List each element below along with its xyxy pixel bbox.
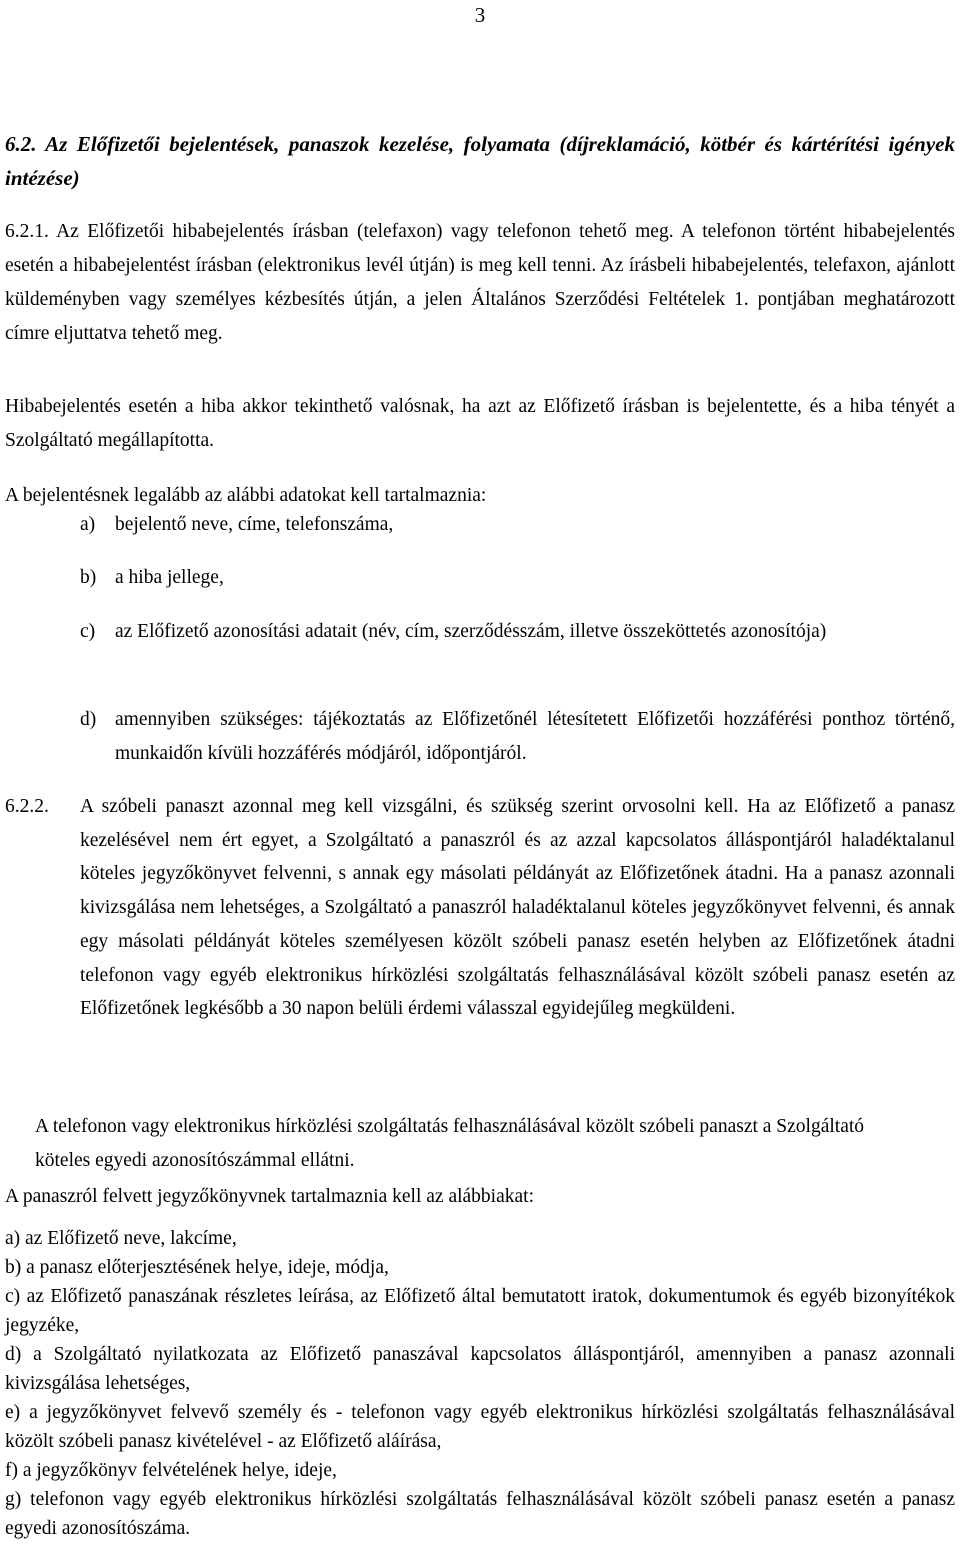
list-item: g) telefonon vagy egyéb elektronikus hírközlési szolgáltatás felhasználásával közölt szóbeli panasz esetén a panasz egyedi azonosítószáma. [5, 1489, 955, 1539]
section-6-2-2-paragraph: A szóbeli panaszt azonnal meg kell vizsgálni, és szükség szerint orvosolni kell. Ha az Előfizető a panasz kezelésével nem ért egyet, a Szolgáltató a panaszról és az azzal kapcsolatos álláspontjáról haladéktalanul köteles jegyzőkönyvet felvenni, s annak egy másolati példányát az Előfizetőnek átadni. Ha a panasz azonnali kivizsgálása nem lehetséges, a Szolgáltató a panaszról haladéktalanul köteles jegyzőkönyvet felvenni, és annak egy másolati példányát köteles személyesen közölt szóbeli panasz esetén helyben az Előfizetőnek átadni telefonon vagy egyéb elektronikus hírközlési szolgáltatás felhasználásával közölt szóbeli panasz esetén az Előfizetőnek legkésőbb a 30 napon belüli érdemi válasszal egyidejűleg megküldeni. [80, 796, 955, 1020]
fault-validity-paragraph: Hibabejelentés esetén a hiba akkor tekinthető valósnak, ha azt az Előfizető írásban is bejelentette, és a hiba tényét a Szolgáltató megállapította. [5, 396, 955, 451]
list-item: b) a panasz előterjesztésének helye, ideje, módja, [5, 1257, 389, 1278]
phone-complaint-paragraph: A telefonon vagy elektronikus hírközlési szolgáltatás felhasználásával közölt szóbeli panaszt a Szolgáltató köteles egyedi azonosítószámmal ellátni. [35, 1116, 865, 1171]
list-item: e) a jegyzőkönyvet felvevő személy és - telefonon vagy egyéb elektronikus hírközlési szolgáltatás felhasználásával közölt szóbeli panasz kivételével - az Előfizető aláírása, [5, 1402, 955, 1452]
list-item-text: bejelentő neve, címe, telefonszáma, [115, 514, 394, 535]
list-item: d) a Szolgáltató nyilatkozata az Előfizető panaszával kapcsolatos álláspontjáról, amennyiben a panasz azonnali kivizsgálása lehetséges, [5, 1344, 955, 1394]
list-item [80, 615, 955, 649]
page-number: 3 [474, 3, 486, 27]
protocol-list [5, 1224, 955, 1543]
list-item-label: b) [80, 567, 97, 588]
list-item-label: a) [80, 514, 96, 535]
section-heading: 6.2. Az Előfizetői bejelentések, panaszok kezelése, folyamata (díjreklamáció, kötbér és kártérítési igények intézése) [5, 132, 955, 190]
protocol-intro: A panaszról felvett jegyzőkönyvnek tartalmaznia kell az alábbiakat: [5, 1186, 534, 1207]
list-item-text: amennyiben szükséges: tájékoztatás az Előfizetőnél létesítetett Előfizetői hozzáférési ponthoz történő, munkaidőn kívüli hozzáférés módjáról, időpontjáról. [115, 709, 955, 764]
list-item [80, 508, 955, 542]
list-item-text: a hiba jellege, [115, 567, 224, 588]
report-requirements-intro: A bejelentésnek legalább az alábbi adatokat kell tartalmaznia: [5, 485, 487, 506]
section-6-2-2 [5, 790, 955, 1026]
list-item: c) az Előfizető panaszának részletes leírása, az Előfizető által bemutatott iratok, dokumentumok és egyéb bizonyítékok jegyzéke, [5, 1286, 955, 1336]
list-item-label: c) [80, 621, 96, 642]
section-6-2-1-paragraph: 6.2.1. Az Előfizetői hibabejelentés írásban (telefaxon) vagy telefonon tehető meg. A telefonon történt hibabejelentés esetén a hibabejelentést írásban (elektronikus levél útján) is meg kell tenni. Az írásbeli hibabejelentés, telefaxon, ajánlott küldeményben vagy személyes kézbesítés útján, a jelen Általános Szerződési Feltételek 1. pontjában meghatározott címre eljuttatva tehető meg. [5, 221, 955, 344]
list-item [80, 561, 955, 595]
list-item: a) az Előfizető neve, lakcíme, [5, 1228, 237, 1249]
list-item-label: d) [80, 709, 97, 730]
list-item [80, 703, 955, 771]
section-number: 6.2.2. [5, 796, 49, 817]
list-item: f) a jegyzőkönyv felvételének helye, ideje, [5, 1460, 337, 1481]
list-item-text: az Előfizető azonosítási adatait (név, cím, szerződésszám, illetve összeköttetés azonosítója) [115, 621, 827, 642]
